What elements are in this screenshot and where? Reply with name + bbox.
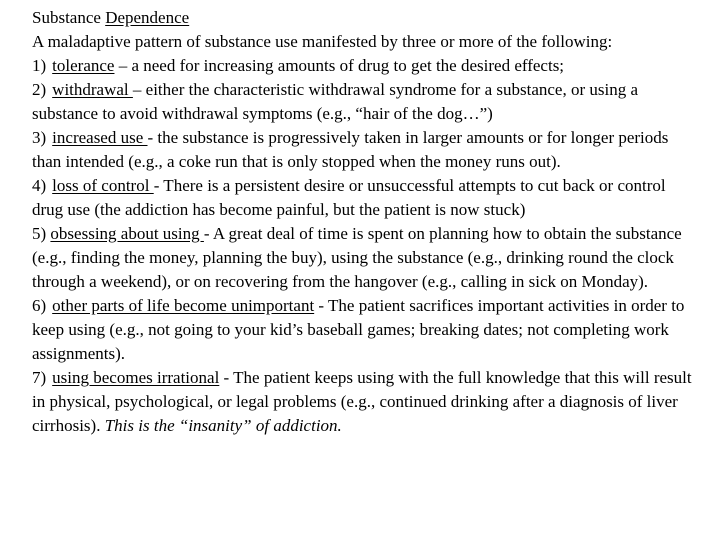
criterion-term: withdrawal [52,80,133,99]
title-plain: Substance [32,8,106,27]
closing-italic: This is the “insanity” of addiction. [104,416,342,435]
criterion-number: 3) [32,128,47,147]
document-title [32,6,694,30]
criterion-text: - A great deal of time is spent on planning how to obtain the substance (e.g., finding the money, planning the buy), using the substance (e.g., drinking round the clock through a weekend), or on recovering from the hangover (e.g., calling in sick on Monday). [32,224,682,291]
criterion-term: other parts of life become unimportant [52,296,315,315]
criterion-number: 5) [32,224,47,243]
criterion-text: - The patient sacrifices important activities in order to keep using (e.g., not going to your kid’s baseball games; breaking dates; not completing work assignments). [32,296,685,363]
criterion-1 [32,54,694,78]
criterion-term: using becomes irrational [52,368,220,387]
criterion-5 [32,222,694,294]
criterion-term: obsessing about using [50,224,204,243]
criterion-number: 6) [32,296,47,315]
intro-text: A maladaptive pattern of substance use manifested by three or more of the following: [32,32,613,51]
title-underlined: Dependence [105,8,190,27]
criterion-number: 7) [32,368,47,387]
criterion-term: increased use [52,128,148,147]
criterion-text: - the substance is progressively taken in larger amounts or for longer periods than intended (e.g., a coke run that is only stopped when the money runs out). [32,128,669,171]
criterion-6 [32,294,694,366]
criterion-number: 2) [32,80,47,99]
criterion-3 [32,126,694,174]
criterion-2 [32,78,694,126]
document-body [32,6,694,438]
criterion-text: - The patient keeps using with the full knowledge that this will result in physical, psychological, or legal problems (e.g., continued drinking after a diagnosis of liver cirrhosis). [32,368,692,435]
criterion-text: – a need for increasing amounts of drug to get the desired effects; [114,56,565,75]
criterion-7 [32,366,694,438]
criterion-term: loss of control [52,176,154,195]
criterion-4 [32,174,694,222]
criterion-number: 4) [32,176,47,195]
criterion-term: tolerance [52,56,115,75]
criterion-text: – either the characteristic withdrawal syndrome for a substance, or using a substance to avoid withdrawal symptoms (e.g., “hair of the dog…”) [32,80,639,123]
criterion-number: 1) [32,56,47,75]
criterion-text: - There is a persistent desire or unsuccessful attempts to cut back or control drug use (the addiction has become painful, but the patient is now stuck) [32,176,666,219]
